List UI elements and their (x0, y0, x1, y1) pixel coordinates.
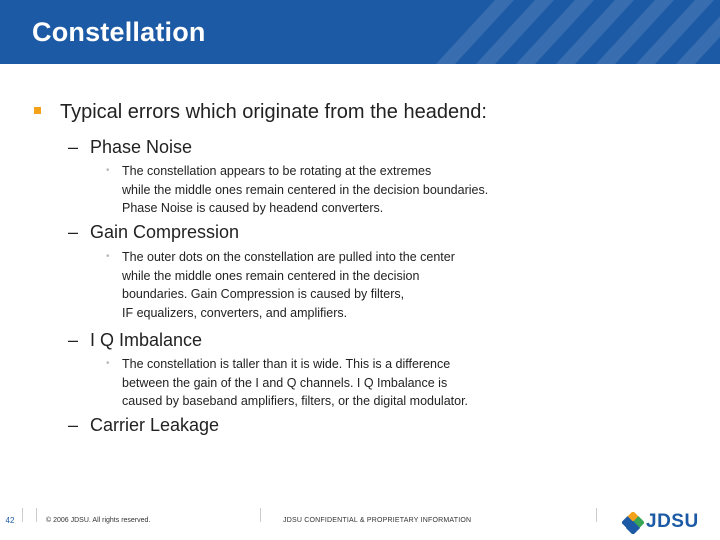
main-bullet-text: Typical errors which originate from the headend: (60, 101, 487, 123)
dash-icon: – (68, 330, 79, 350)
small-bullet-icon: • (106, 165, 110, 176)
detail-line: while the middle ones remain centered in the decision boundaries. (122, 182, 489, 197)
slide-title: Constellation (32, 17, 206, 47)
copyright-text: © 2006 JDSU. All rights reserved. (46, 517, 151, 524)
logo-mark-icon (622, 512, 644, 534)
page-number: 42 (5, 516, 15, 525)
small-bullet-icon: • (106, 358, 110, 369)
footer-divider (22, 508, 23, 522)
bullet-square-icon (34, 107, 41, 114)
detail-line: The constellation appears to be rotating at the extremes (122, 164, 432, 178)
detail-line: The constellation is taller than it is wide. This is a difference (122, 357, 451, 371)
header-decoration (400, 0, 720, 64)
confidential-notice: JDSU CONFIDENTIAL & PROPRIETARY INFORMATION (283, 517, 472, 524)
detail-line: boundaries. Gain Compression is caused by filters, (122, 287, 405, 301)
detail-line: The outer dots on the constellation are pulled into the center (122, 250, 455, 264)
logo-text: JDSU (646, 511, 699, 532)
footer-divider (36, 508, 37, 522)
dash-icon: – (68, 222, 79, 242)
sub-bullet-heading: Gain Compression (90, 222, 240, 242)
detail-line: IF equalizers, converters, and amplifiers. (122, 305, 348, 320)
small-bullet-icon: • (106, 251, 110, 262)
sub-bullet-heading: Phase Noise (90, 137, 193, 157)
detail-line: Phase Noise is caused by headend converters. (122, 201, 384, 215)
footer-divider (260, 508, 261, 522)
detail-line: caused by baseband amplifiers, filters, or the digital modulator. (122, 394, 469, 408)
detail-line: between the gain of the I and Q channels. I Q Imbalance is (122, 375, 448, 390)
footer-divider (596, 508, 597, 522)
dash-icon: – (68, 415, 79, 435)
dash-icon: – (68, 137, 79, 157)
jdsu-logo (622, 511, 714, 533)
sub-bullet-heading: I Q Imbalance (90, 330, 203, 350)
sub-bullet-heading: Carrier Leakage (90, 415, 220, 435)
detail-line: while the middle ones remain centered in the decision (122, 268, 420, 283)
title-bar (0, 0, 720, 64)
